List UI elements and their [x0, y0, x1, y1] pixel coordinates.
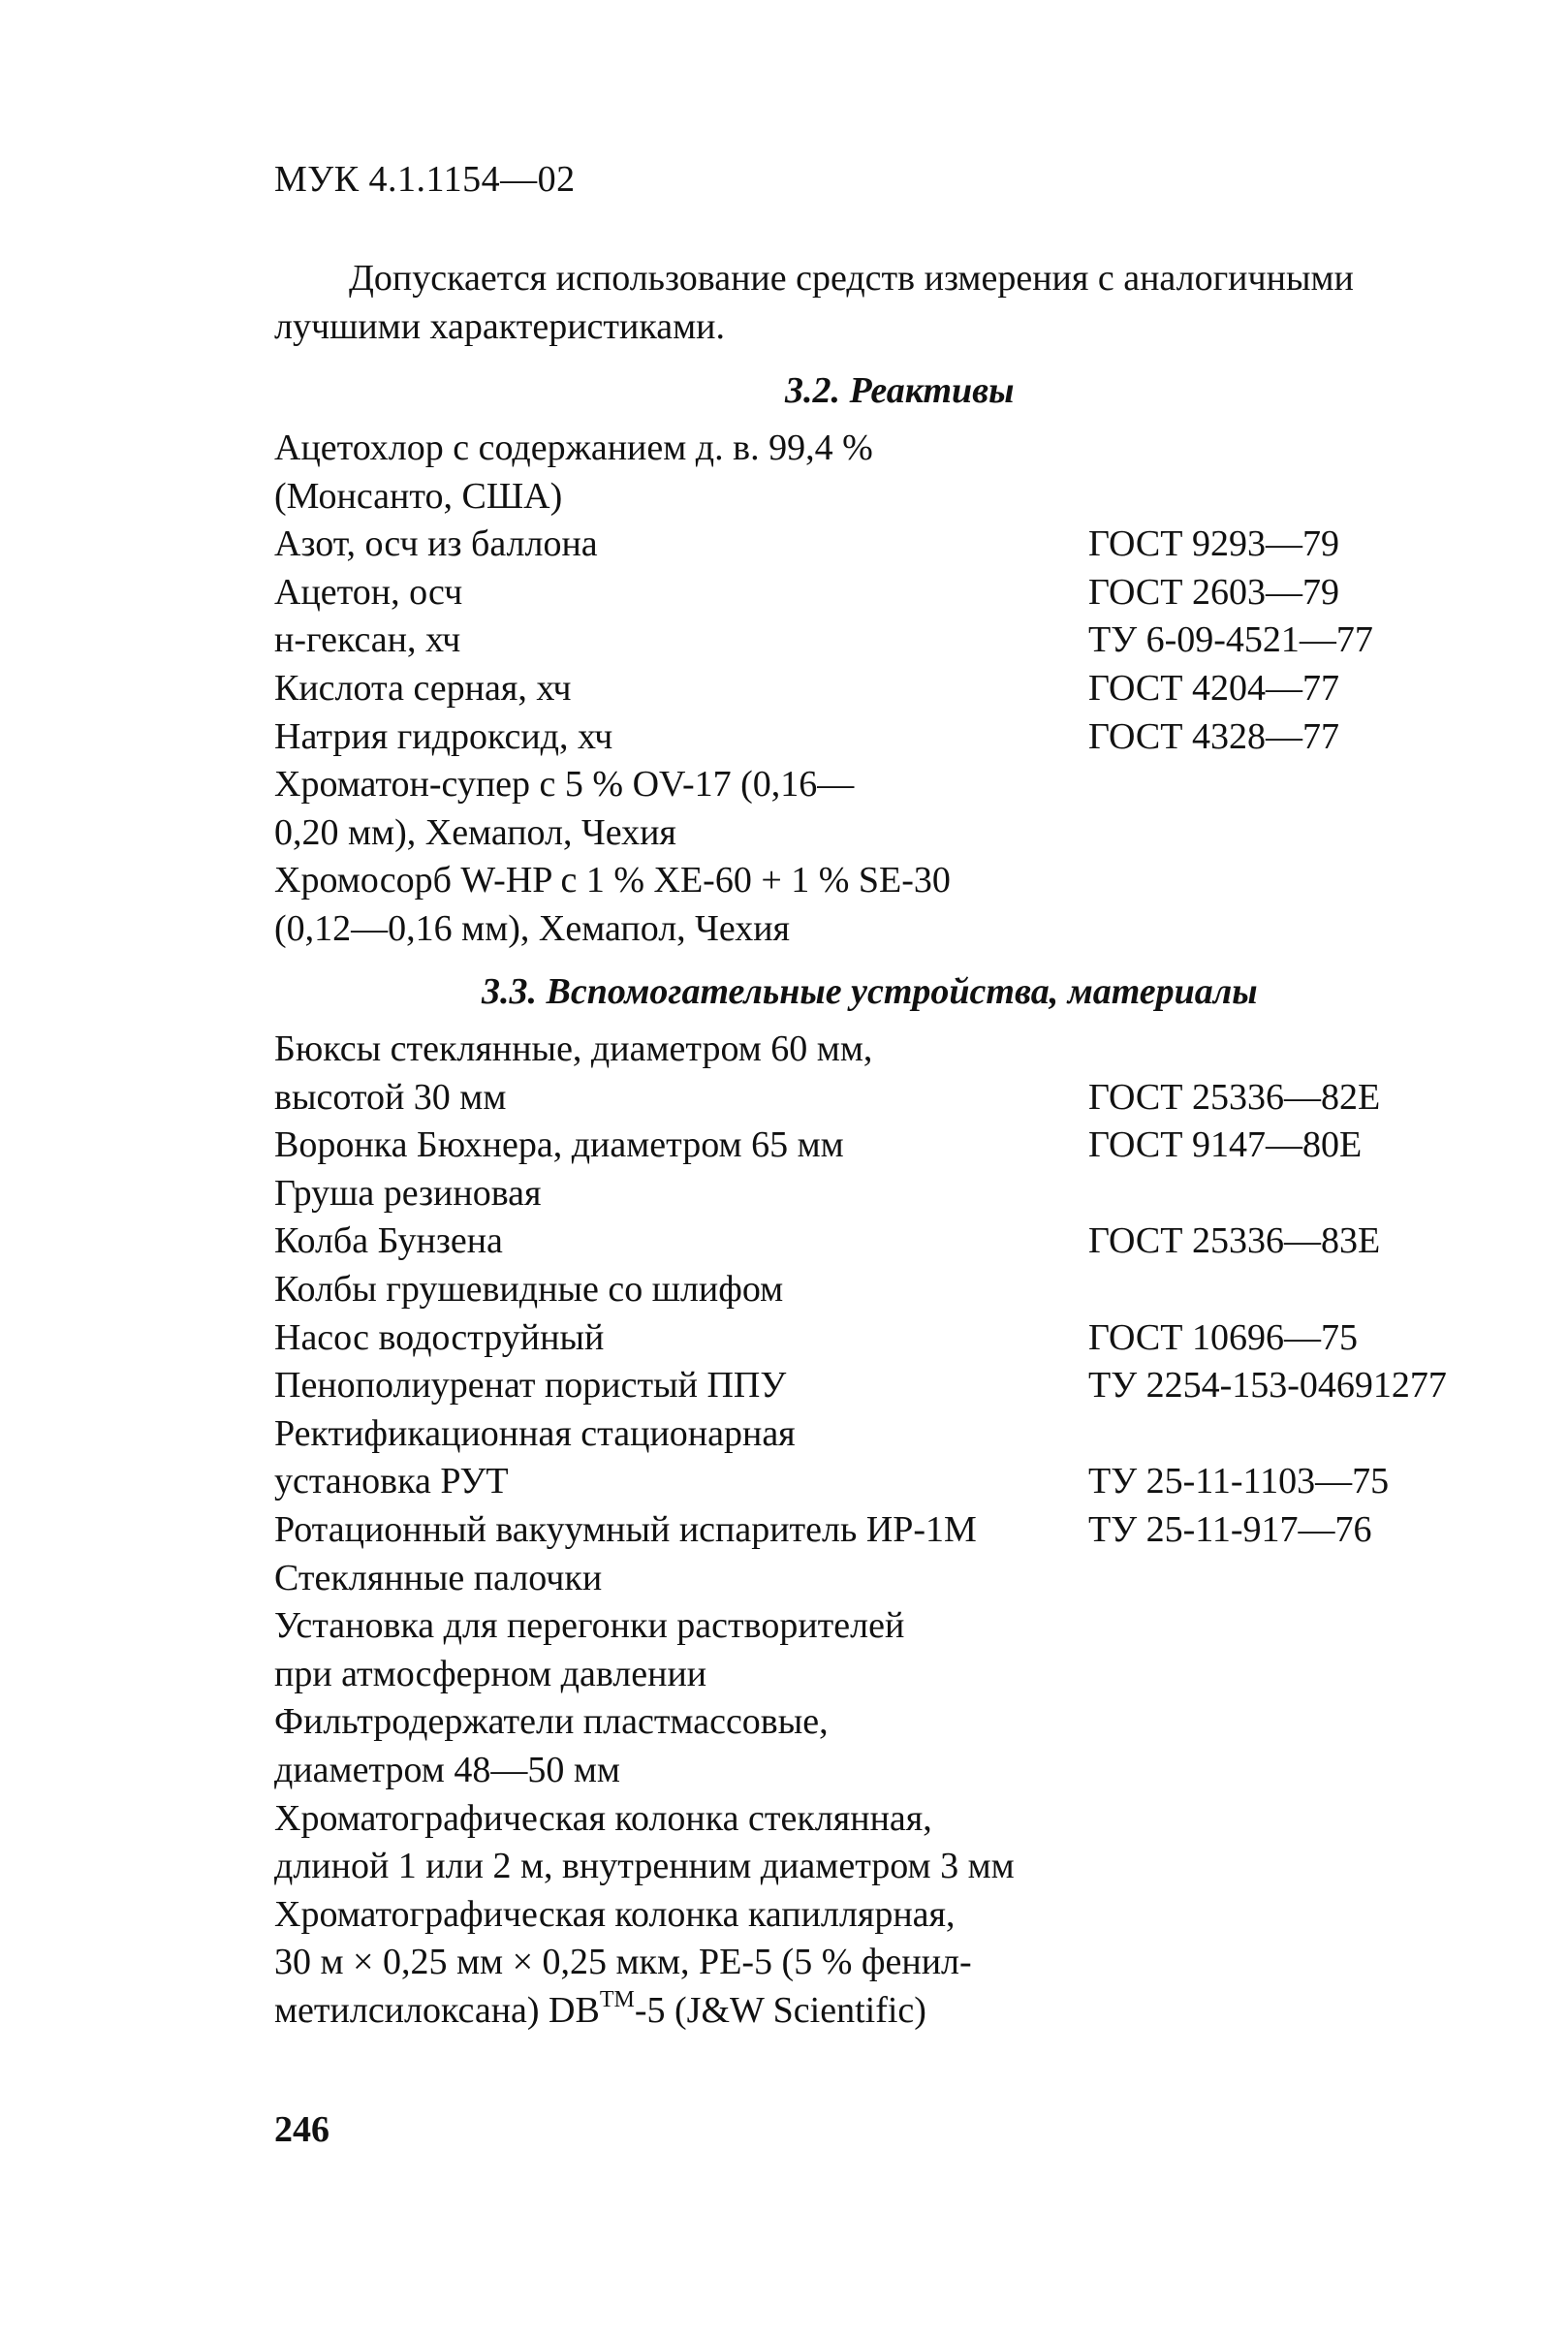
item-name-line: длиной 1 или 2 м, внутренним диаметром 3 мм — [274, 1846, 1015, 1887]
intro-line-1: Допускается использование средств измерения с аналогичными — [349, 258, 1354, 299]
list-item — [274, 1795, 1495, 1891]
item-name-line: высотой 30 мм — [274, 1076, 507, 1118]
item-name — [274, 665, 1088, 713]
list-item — [274, 1410, 1495, 1506]
item-name — [274, 1698, 1088, 1794]
list-item — [274, 617, 1495, 665]
text-fragment: -5 (J&W Scientific) — [634, 1989, 926, 2031]
auxiliary-equipment-list — [274, 1026, 1495, 2035]
item-standard: ГОСТ 4328—77 — [1088, 715, 1339, 757]
item-name-line: Колбы грушевидные со шлифом — [274, 1268, 784, 1310]
item-name-line: Ацетохлор с содержанием д. в. 99,4 % — [274, 427, 873, 468]
item-name — [274, 617, 1088, 665]
item-standard: ГОСТ 9293—79 — [1088, 523, 1339, 565]
list-item — [274, 857, 1495, 953]
item-standard: ТУ 2254-153-04691277 — [1088, 1365, 1447, 1407]
item-name — [274, 569, 1088, 617]
intro-paragraph — [274, 254, 1476, 351]
item-name — [274, 1362, 1088, 1410]
item-name — [274, 857, 1088, 953]
section-3-2-title: 3.2. Реактивы — [785, 370, 1015, 411]
item-name — [274, 1026, 1088, 1122]
item-name — [274, 713, 1088, 762]
item-standard: ГОСТ 10696—75 — [1088, 1316, 1358, 1358]
item-name-line: н-гексан, хч — [274, 619, 461, 661]
item-name-line: Кислота серная, хч — [274, 667, 572, 709]
item-name-line: Воронка Бюхнера, диаметром 65 мм — [274, 1124, 844, 1166]
list-item — [274, 521, 1495, 569]
text-fragment: метилсилоксана) DB — [274, 1989, 600, 2031]
item-name-line: Азот, осч из баллона — [274, 523, 598, 565]
item-name-line — [274, 1987, 1088, 2036]
list-item — [274, 1362, 1495, 1410]
item-name-line: Груша резиновая — [274, 1172, 542, 1214]
item-name — [274, 761, 1088, 857]
list-item — [274, 1170, 1495, 1218]
list-item — [274, 1026, 1495, 1122]
item-name-line: (Монсанто, США) — [274, 475, 563, 517]
item-name-line: Стеклянные палочки — [274, 1557, 603, 1598]
item-name-line: (0,12—0,16 мм), Хемапол, Чехия — [274, 907, 791, 949]
section-3-3-title: 3.3. Вспомогательные устройства, материалы — [482, 971, 1258, 1012]
item-name-line: Ректификационная стационарная — [274, 1412, 796, 1454]
reagents-list — [274, 425, 1495, 954]
list-item — [274, 1217, 1495, 1266]
item-name-line: при атмосферном давлении — [274, 1653, 707, 1694]
item-name-line: Колба Бунзена — [274, 1220, 503, 1262]
item-name-line: Фильтродержатели пластмассовые, — [274, 1701, 829, 1743]
item-name-line: Натрия гидроксид, хч — [274, 715, 613, 757]
item-standard: ТУ 25-11-917—76 — [1088, 1508, 1372, 1550]
item-name — [274, 1506, 1088, 1555]
item-name — [274, 425, 1088, 521]
list-item — [274, 1314, 1495, 1363]
item-standard: ТУ 25-11-1103—75 — [1088, 1461, 1390, 1502]
item-name-line: диаметром 48—50 мм — [274, 1749, 620, 1790]
item-name-line: Хроматон-супер с 5 % OV-17 (0,16— — [274, 764, 855, 806]
list-item — [274, 1602, 1495, 1698]
list-item — [274, 1266, 1495, 1314]
item-standard: ГОСТ 4204—77 — [1088, 667, 1339, 709]
item-standard: ГОСТ 9147—80Е — [1088, 1124, 1363, 1166]
page-number: 246 — [274, 2109, 329, 2150]
item-name — [274, 1217, 1088, 1266]
item-name-line: 0,20 мм), Хемапол, Чехия — [274, 811, 676, 853]
list-item — [274, 569, 1495, 617]
item-name — [274, 1170, 1088, 1218]
item-name-line: Хромосорб W-HP с 1 % ХЕ-60 + 1 % SE-30 — [274, 860, 951, 901]
list-item — [274, 1891, 1495, 1987]
item-name-line: Хроматографическая колонка капиллярная, — [274, 1893, 956, 1935]
list-item — [274, 1506, 1495, 1555]
item-name-line: установка РУТ — [274, 1461, 509, 1502]
item-standard: ТУ 6-09-4521—77 — [1088, 619, 1373, 661]
document-code-header: МУК 4.1.1154—02 — [274, 159, 576, 200]
list-item — [274, 1555, 1495, 1603]
list-item — [274, 761, 1495, 857]
item-name — [274, 1555, 1088, 1603]
list-item — [274, 665, 1495, 713]
item-name-line: 30 м × 0,25 мм × 0,25 мкм, РЕ-5 (5 % фенил- — [274, 1942, 972, 1983]
list-item — [274, 425, 1495, 521]
item-name — [274, 1314, 1088, 1363]
intro-line-2: лучшими характеристиками. — [274, 306, 725, 347]
item-name-line: Ацетон, осч — [274, 571, 463, 613]
item-standard: ГОСТ 25336—82Е — [1088, 1076, 1381, 1118]
item-name — [274, 1987, 1088, 2036]
item-name — [274, 1891, 1088, 1987]
item-name — [274, 1122, 1088, 1170]
item-name — [274, 1795, 1088, 1891]
list-item — [274, 713, 1495, 762]
item-name-line: Насос водоструйный — [274, 1316, 605, 1358]
item-standard: ГОСТ 25336—83Е — [1088, 1220, 1381, 1262]
item-name — [274, 1602, 1088, 1698]
list-item — [274, 1698, 1495, 1794]
item-name — [274, 1266, 1088, 1314]
item-name-line: Хроматографическая колонка стеклянная, — [274, 1797, 932, 1839]
item-name — [274, 1410, 1088, 1506]
item-name-line: Установка для перегонки растворителей — [274, 1605, 905, 1647]
list-item — [274, 1122, 1495, 1170]
item-name — [274, 521, 1088, 569]
item-name-line: Ротационный вакуумный испаритель ИР-1М — [274, 1508, 977, 1550]
list-item-continuation — [274, 1987, 1495, 2036]
item-name-line: Пенополиуренат пористый ППУ — [274, 1365, 787, 1407]
item-standard: ГОСТ 2603—79 — [1088, 571, 1339, 613]
item-name-line: Бюксы стеклянные, диаметром 60 мм, — [274, 1028, 873, 1069]
trademark-superscript: TM — [599, 1987, 635, 2013]
